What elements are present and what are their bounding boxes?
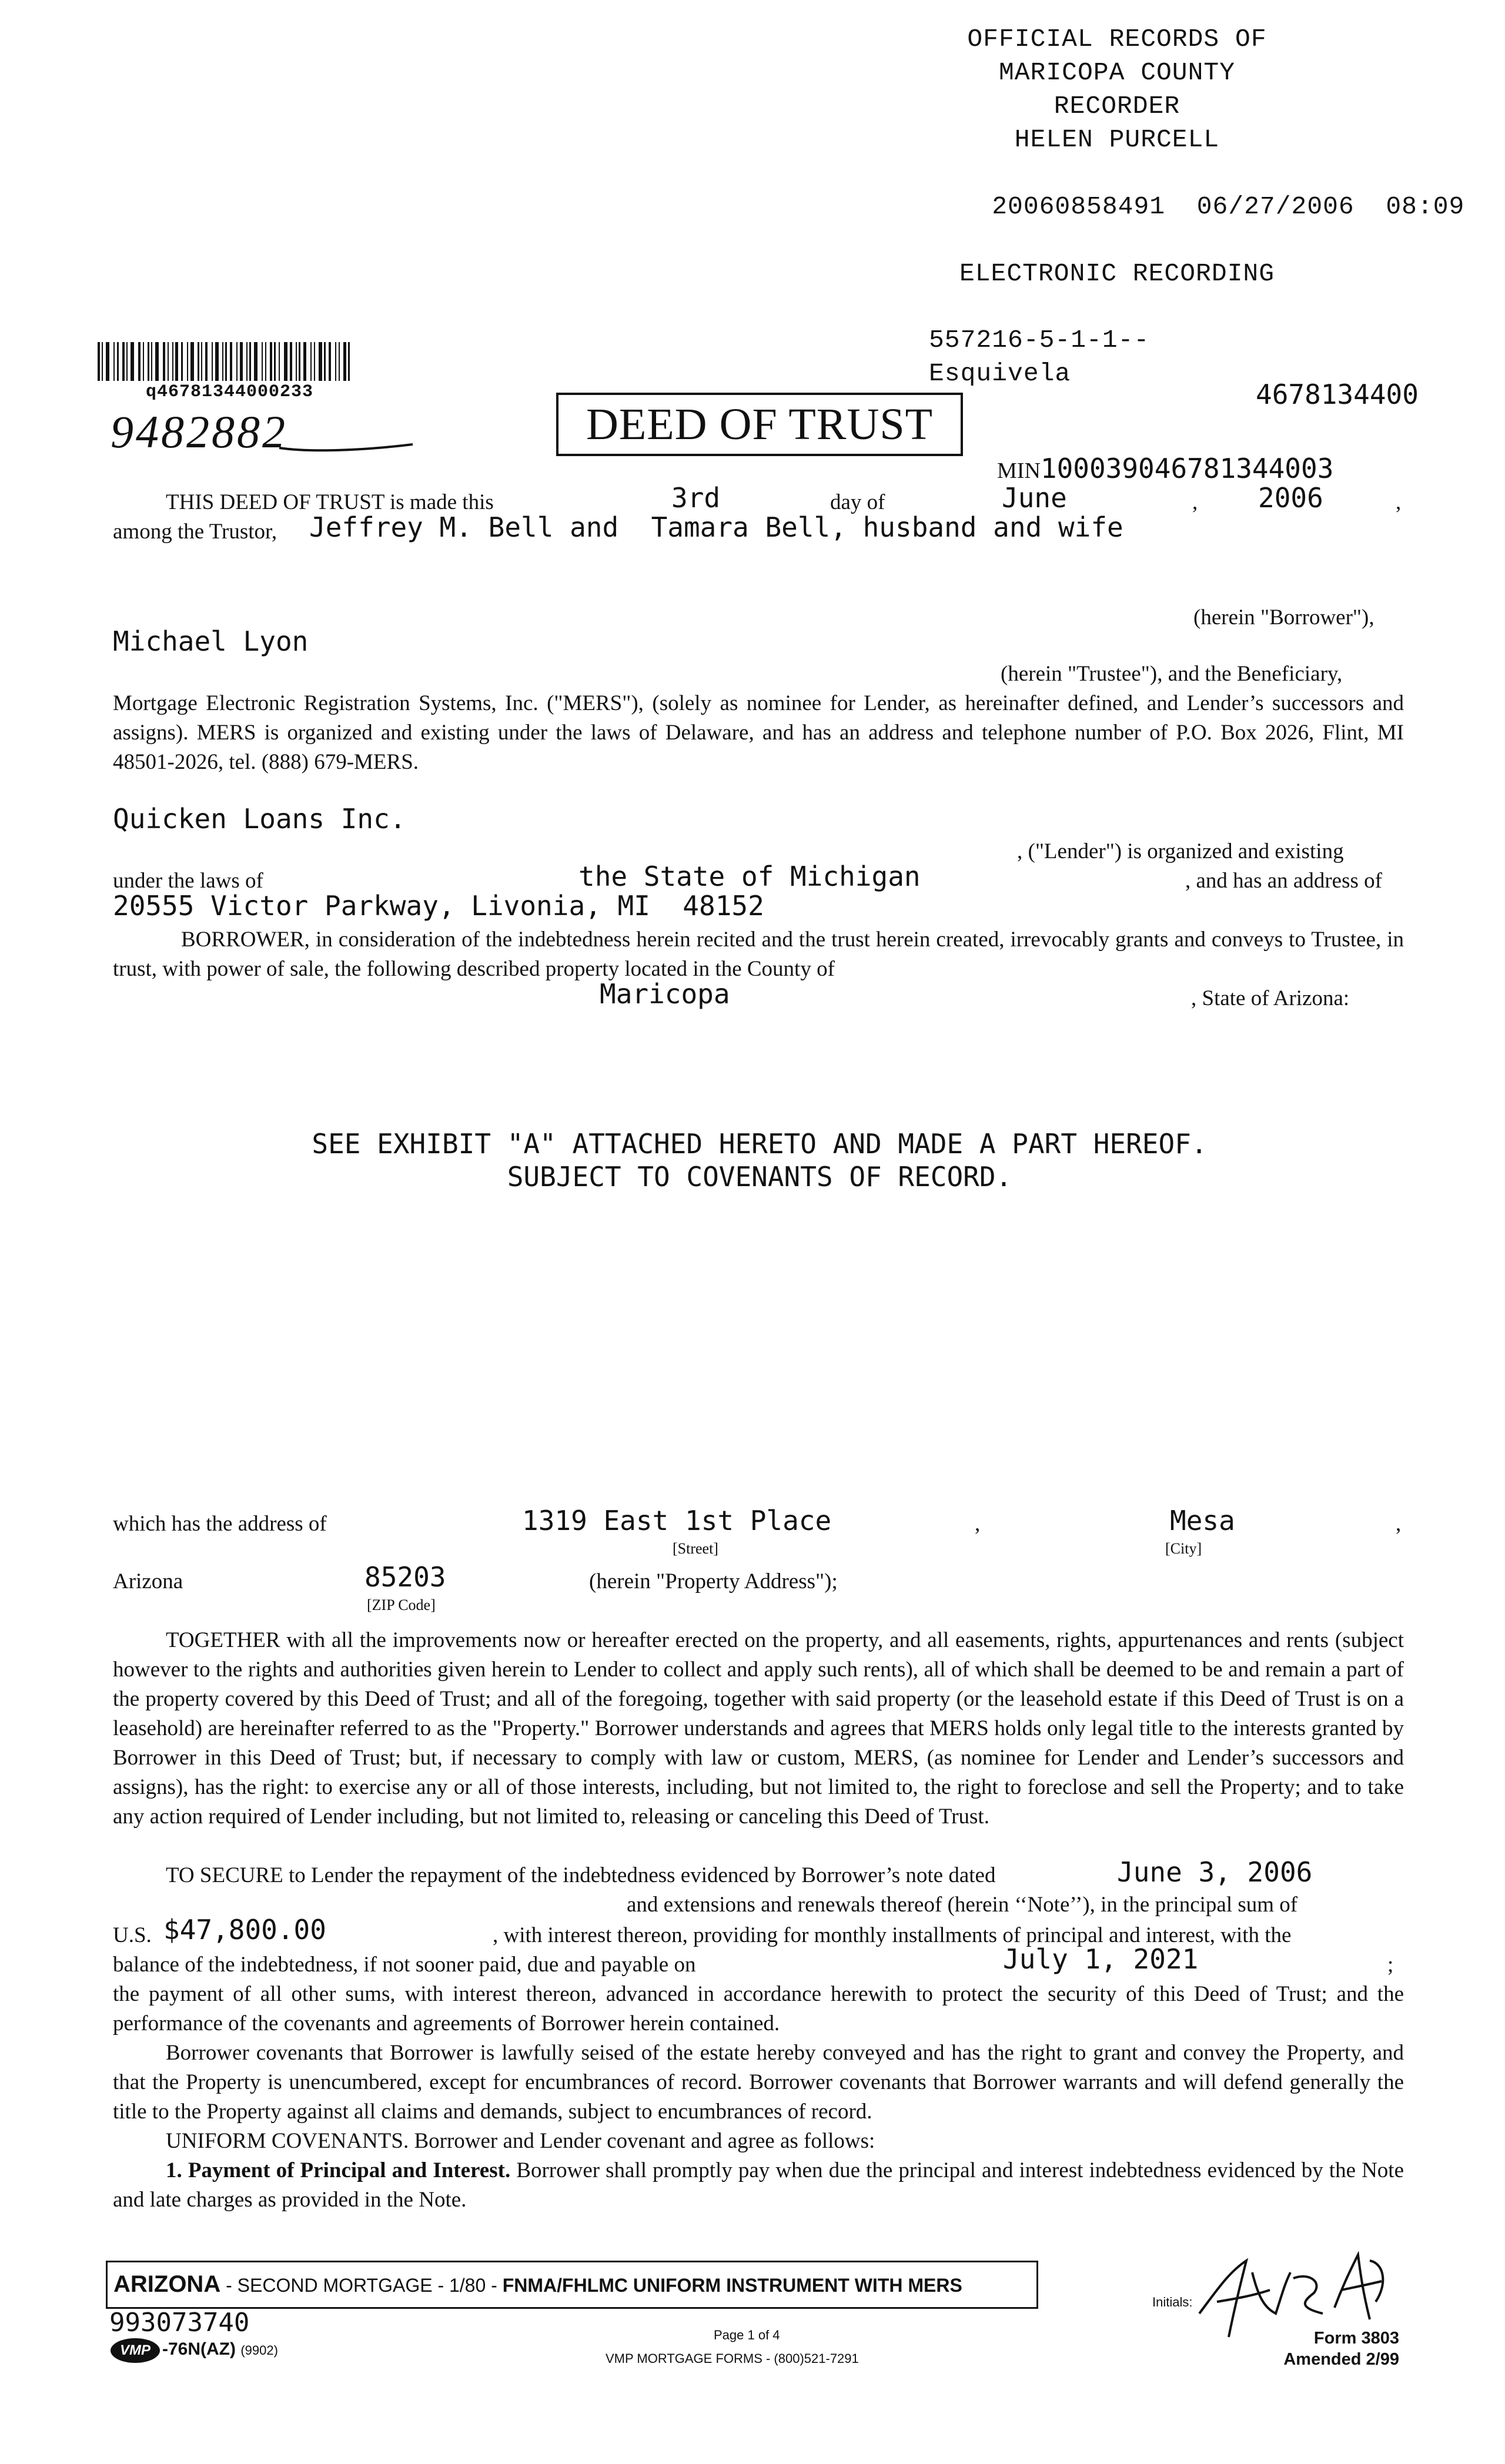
barcode-bar — [274, 342, 276, 381]
vmp-logo — [111, 2338, 160, 2363]
address-comma-2: , — [1396, 1512, 1402, 1536]
barcode-bar — [310, 342, 312, 381]
barcode-bar — [155, 342, 159, 381]
barcode-bar — [296, 342, 297, 381]
footer-desc-2: FNMA/FHLMC UNIFORM INSTRUMENT WITH MERS — [502, 2275, 962, 2296]
barcode-bar — [319, 342, 322, 381]
payment-paragraph — [113, 2156, 1404, 2215]
property-street: 1319 East 1st Place — [522, 1505, 832, 1536]
form-footer-box — [106, 2261, 1038, 2309]
barcode-bar — [122, 342, 125, 381]
property-state: Arizona — [113, 1569, 183, 1593]
barcode-bar — [175, 342, 178, 381]
barcode-bar — [246, 342, 248, 381]
barcode-bar — [151, 342, 152, 381]
footer-desc-1: - SECOND MORTGAGE - 1/80 - — [220, 2275, 503, 2296]
borrower-paragraph — [113, 925, 1404, 984]
barcode-bar — [284, 342, 287, 381]
lender-address: 20555 Victor Parkway, Livonia, MI 48152 — [113, 890, 764, 922]
barcode-bar — [314, 342, 315, 381]
barcode-bar — [343, 342, 346, 381]
intro-year: 2006 — [1258, 482, 1323, 514]
note-date: June 3, 2006 — [1117, 1856, 1313, 1888]
barcode-bar — [190, 342, 194, 381]
barcode-bar — [172, 342, 173, 381]
has-address: , and has an address of — [1185, 869, 1382, 893]
us-label: U.S. — [113, 1923, 152, 1947]
secure-text-3: , with interest thereon, providing for monthly installments of principal and interest, with the — [493, 1923, 1292, 1947]
barcode-bar — [106, 342, 109, 381]
due-date: July 1, 2021 — [1003, 1943, 1199, 1975]
mers-paragraph: Mortgage Electronic Registration Systems, Inc. ("MERS"), (solely as nominee for Lender, as hereinafter defined, and Lender’s successors and assigns). MERS is organized and existing under the laws of Delaware, and has an address and telephone number of P.O. Box 2026, Flint, MI 48501-2026, tel. (888) 679-MERS. — [113, 691, 1404, 774]
intro-among: among the Trustor, — [113, 520, 277, 544]
form-amended: Amended 2/99 — [1283, 2350, 1399, 2369]
barcode — [98, 342, 415, 381]
secure-text-5: the payment of all other sums, with interest thereon, advanced in accordance herewith to protect the security of this Deed of Trust; and the performance of the covenants and agreements of Borrower herein contained. — [113, 1982, 1404, 2036]
barcode-text: q46781344000233 — [146, 382, 314, 402]
state-arizona: , State of Arizona: — [1191, 986, 1350, 1010]
barcode-bar — [279, 342, 280, 381]
barcode-bar — [249, 342, 251, 381]
handwritten-number: 9482882 — [111, 406, 287, 457]
barcode-bar — [222, 342, 223, 381]
footer-form-code — [162, 2339, 278, 2359]
barcode-bar — [163, 342, 165, 381]
barcode-bar — [131, 342, 134, 381]
barcode-bar — [335, 342, 336, 381]
trustee-label: (herein "Trustee"), and the Beneficiary, — [1001, 662, 1343, 686]
exhibit-line-1: SEE EXHIBIT "A" ATTACHED HERETO AND MADE A PART HEREOF. — [312, 1128, 1208, 1160]
footer-page: Page 1 of 4 — [714, 2328, 780, 2342]
intro-day: 3rd — [671, 482, 721, 514]
barcode-bar — [168, 342, 169, 381]
barcode-bar — [201, 342, 202, 381]
clerk-name: Esquivela — [929, 359, 1071, 388]
recorder-line1: OFFICIAL RECORDS OF — [967, 25, 1267, 53]
initials-label: Initials: — [1152, 2295, 1193, 2309]
barcode-bar — [329, 342, 331, 381]
barcode-bar — [324, 342, 326, 381]
recording-line — [929, 156, 1465, 257]
recording-type: ELECTRONIC RECORDING — [959, 259, 1275, 288]
barcode-bar — [299, 342, 300, 381]
min-number: 100039046781344003 — [1040, 453, 1334, 484]
barcode-bar — [181, 342, 183, 381]
barcode-bar — [187, 342, 188, 381]
document-title — [556, 393, 963, 456]
barcode-bar — [265, 342, 266, 381]
covenant-paragraph: Borrower covenants that Borrower is lawfully seised of the estate hereby conveyed and has the right to grant and convey the Property, and that the Property is unencumbered, except for encumbrances of record. Borrower covenants that Borrower warrants and will defend generally the title to the Property against all claims and demands, subject to encumbrances of record. — [113, 2041, 1404, 2124]
exhibit-line-2: SUBJECT TO COVENANTS OF RECORD. — [507, 1161, 1012, 1193]
barcode-bar — [143, 342, 144, 381]
vmp-logo-text: VMP — [119, 2342, 150, 2358]
barcode-bar — [303, 342, 306, 381]
city-caption: [City] — [1165, 1540, 1202, 1557]
intro-month: June — [1002, 482, 1067, 514]
barcode-bar — [198, 342, 199, 381]
min-line — [997, 453, 1333, 484]
borrower-label: (herein "Borrower"), — [1193, 605, 1374, 630]
title-text: DEED OF TRUST — [586, 400, 934, 449]
doc-code: 557216-5-1-1-- — [929, 326, 1150, 354]
lender-name: Quicken Loans Inc. — [113, 803, 406, 835]
address-label: which has the address of — [113, 1512, 327, 1536]
intro-made-this: THIS DEED OF TRUST is made this — [166, 490, 494, 514]
barcode-bar — [290, 342, 292, 381]
barcode-bar — [98, 342, 100, 381]
barcode-bar — [254, 342, 257, 381]
county-name: Maricopa — [600, 978, 730, 1010]
loan-number: 4678134400 — [1256, 379, 1419, 410]
zip-caption: [ZIP Code] — [367, 1596, 436, 1613]
secure-text-2: and extensions and renewals thereof (herein ‘‘Note’’), in the principal sum of — [627, 1893, 1298, 1917]
barcode-bar — [205, 342, 208, 381]
barcode-bar — [240, 342, 243, 381]
street-caption: [Street] — [673, 1540, 718, 1557]
barcode-bar — [236, 342, 238, 381]
barcode-bar — [126, 342, 128, 381]
barcode-bar — [339, 342, 340, 381]
form-code: -76N(AZ) — [162, 2339, 236, 2359]
together-paragraph: TOGETHER with all the improvements now or hereafter erected on the property, and all easements, rights, appurtenances and rents (subject however to the rights and authorities given herein to Lender to collect and apply such rents), all of which shall be deemed to be and remain a part of the property covered by this Deed of Trust; and all of the foregoing, together with said property (or the leasehold estate if this Deed of Trust is on a leasehold) are hereinafter referred to as the "Property." Borrower understands and agrees that MERS holds only legal title to the interests granted by Borrower in this Deed of Trust; but, if necessary to comply with law or custom, MERS, (as nominee for Lender and Lender’s successors and assigns), has the right: to exercise any or all of those interests, including, but not limited to, the right to foreclose and sell the Property; and to take any action required of Lender including, but not limited to, releasing or canceling this Deed of Trust. — [113, 1628, 1404, 1829]
form-rev: (9902) — [240, 2343, 278, 2358]
intro-comma-2: , — [1396, 490, 1402, 514]
under-laws: under the laws of — [113, 869, 263, 893]
intro-day-of: day of — [830, 490, 885, 514]
intro-comma-1: , — [1192, 490, 1198, 514]
property-city: Mesa — [1170, 1505, 1235, 1536]
recording-date: 06/27/2006 — [1196, 192, 1354, 221]
property-zip: 85203 — [364, 1561, 446, 1593]
borrower-grant-text: BORROWER, in consideration of the indebtedness herein recited and the trust herein created, irrevocably grants and conveys to Trustee, in trust, with power of sale, the following described property located in the County of — [113, 928, 1404, 981]
footer-vmp-forms: VMP MORTGAGE FORMS - (800)521-7291 — [606, 2351, 859, 2366]
footer-state: ARIZONA — [113, 2271, 221, 2297]
form-number-block — [1223, 2328, 1399, 2370]
secure-text-4: balance of the indebtedness, if not sooner paid, due and payable on — [113, 1953, 696, 1977]
min-label: MIN — [997, 458, 1041, 483]
trustee-name: Michael Lyon — [113, 625, 309, 657]
barcode-bar — [348, 342, 350, 381]
barcode-bar — [138, 342, 141, 381]
recording-time: 08:09 — [1386, 192, 1465, 221]
barcode-bar — [113, 342, 115, 381]
barcode-bar — [117, 342, 119, 381]
recorder-line2: MARICOPA COUNTY RECORDER — [998, 58, 1236, 120]
barcode-bar — [262, 342, 263, 381]
secure-semicolon: ; — [1387, 1953, 1394, 1977]
recording-number: 20060858491 — [992, 192, 1166, 221]
barcode-bar — [270, 342, 272, 381]
secure-text-1: TO SECURE to Lender the repayment of the indebtedness evidenced by Borrower’s note dated — [166, 1863, 996, 1887]
lender-label: , ("Lender") is organized and existing — [1017, 839, 1344, 863]
barcode-bar — [102, 342, 103, 381]
principal-amount: $47,800.00 — [163, 1914, 326, 1946]
exhibit-note — [230, 1127, 1289, 1193]
lender-state: the State of Michigan — [578, 861, 921, 892]
barcode-bar — [212, 342, 213, 381]
form-number: Form 3803 — [1313, 2329, 1399, 2348]
barcode-bar — [148, 342, 149, 381]
recorder-stamp — [929, 22, 1465, 390]
barcode-bar — [230, 342, 232, 381]
handwriting-underline — [276, 442, 417, 454]
recorder-name: HELEN PURCELL — [1014, 125, 1220, 154]
barcode-bar — [225, 342, 227, 381]
payment-text: Borrower shall promptly pay when due the principal and interest indebtedness evidenced by the Note and late charges as provided in the Note. — [113, 2158, 1404, 2212]
uniform-covenants: UNIFORM COVENANTS. Borrower and Lender covenant and agree as follows: — [166, 2129, 875, 2153]
address-comma-1: , — [975, 1512, 981, 1536]
barcode-bar — [215, 342, 219, 381]
payment-heading: 1. Payment of Principal and Interest. — [166, 2158, 511, 2182]
trustor-names: Jeffrey M. Bell and Tamara Bell, husband and wife — [309, 511, 1123, 543]
footer-doc-number: 993073740 — [109, 2308, 250, 2338]
property-address-label: (herein "Property Address"); — [589, 1569, 838, 1593]
